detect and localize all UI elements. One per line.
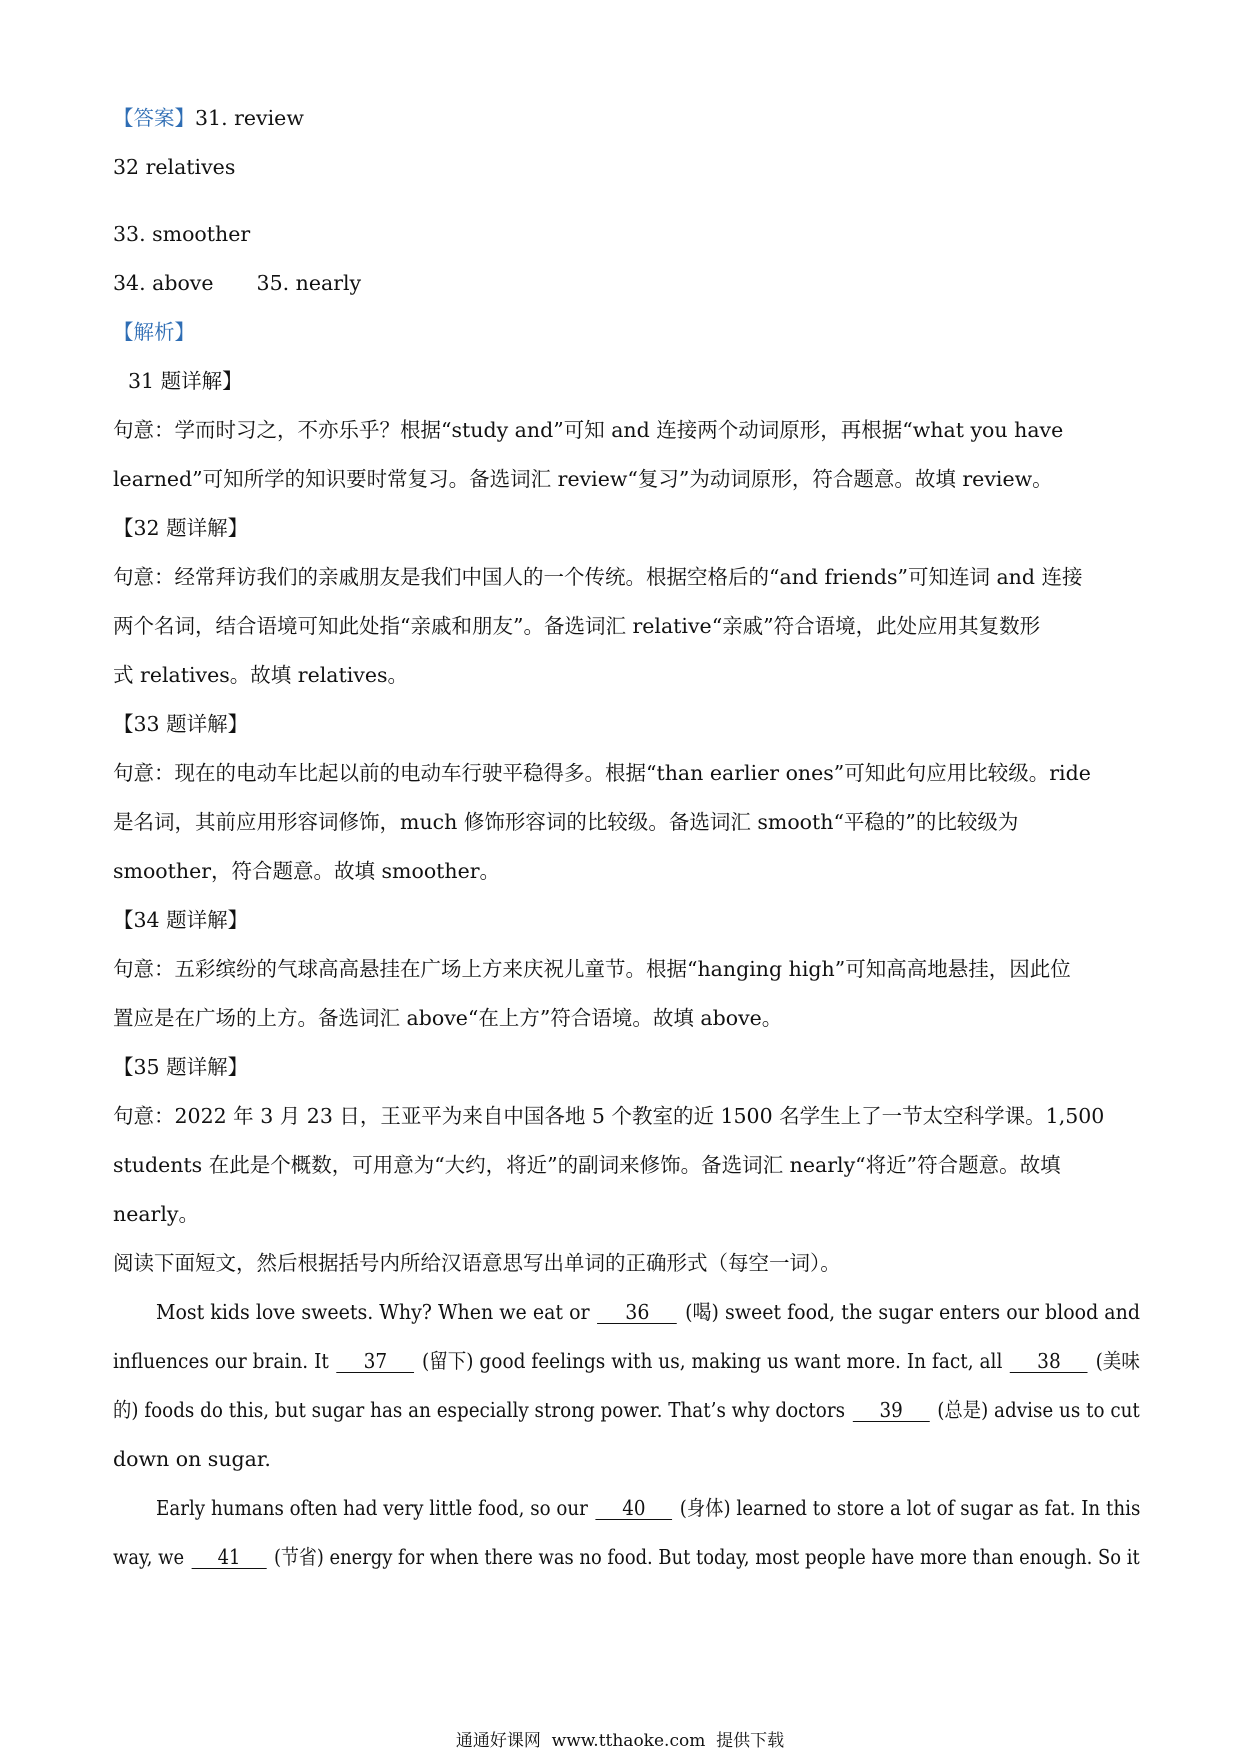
passage-p1-line-1 <box>156 1298 1140 1326</box>
q32-line-2: 两个名词，结合语境可知此处指“亲戚和朋友”。备选词汇 relative“亲戚”符合语境，此处应用其复数形 <box>113 614 1041 638</box>
passage-p2-line-2 <box>113 1543 1140 1571</box>
q34-line-1: 句意：五彩缤纷的气球高高悬挂在广场上方来庆祝儿童节。根据“hanging high”可知高高地悬挂，因此位 <box>113 957 1071 981</box>
passage-text: Most kids love sweets. Why? When we eat or <box>156 1300 590 1324</box>
q34-line-2: 置应是在广场的上方。备选词汇 above“在上方”符合语境。故填 above。 <box>113 1006 783 1030</box>
q35-heading: 【35 题详解】 <box>113 1055 249 1079</box>
answer-line-31 <box>113 104 304 132</box>
q33-line-1: 句意：现在的电动车比起以前的电动车行驶平稳得多。根据“than earlier ones”可知此句应用比较级。ride <box>113 761 1091 785</box>
footer-url[interactable]: www.tthaoke.com <box>551 1731 706 1751</box>
q33-line-3: smoother，符合题意。故填 smoother。 <box>113 859 501 883</box>
answer-line-34-35 <box>113 269 361 297</box>
blank-36: 36 <box>597 1301 677 1324</box>
q32-heading: 【32 题详解】 <box>113 516 249 540</box>
blank-40: 40 <box>596 1497 673 1520</box>
q33-heading: 【33 题详解】 <box>113 712 249 736</box>
q33-line-2: 是名词，其前应用形容词修饰，much 修饰形容词的比较级。备选词汇 smooth“平稳的”的比较级为 <box>113 810 1019 834</box>
blank-38: 38 <box>1010 1350 1088 1373</box>
passage-p1-line-4: down on sugar. <box>113 1447 271 1471</box>
answer-31: 31. review <box>195 106 304 130</box>
passage-text: (身体) learned to store a lot of sugar as fat. In this <box>679 1496 1141 1520</box>
q35-line-2: students 在此是个概数，可用意为“大约，将近”的副词来修饰。备选词汇 nearly“将近”符合题意。故填 <box>113 1153 1061 1177</box>
answer-32: 32 relatives <box>113 155 236 179</box>
blank-39: 39 <box>853 1399 930 1422</box>
passage-text: (留下) good feelings with us, making us want more. In fact, all <box>422 1349 1003 1373</box>
instruction: 阅读下面短文，然后根据括号内所给汉语意思写出单词的正确形式（每空一词）。 <box>113 1251 841 1275</box>
passage-text: (美味 <box>1095 1349 1140 1373</box>
blank-41: 41 <box>191 1546 266 1569</box>
q35-line-1: 句意：2022 年 3 月 23 日，王亚平为来自中国各地 5 个教室的近 1500 名学生上了一节太空科学课。1,500 <box>113 1104 1105 1128</box>
footer-site: 通通好课网 <box>455 1731 541 1751</box>
passage-text: influences our brain. It <box>113 1349 329 1373</box>
q32-line-3: 式 relatives。故填 relatives。 <box>113 663 409 687</box>
passage-text: (总是) advise us to cut <box>937 1398 1140 1422</box>
passage-p1-line-2 <box>113 1347 1140 1375</box>
passage-p1-line-3 <box>113 1396 1140 1424</box>
passage-text: (节省) energy for when there was no food. But today, most people have more than enough. So it <box>274 1545 1140 1569</box>
passage-text: Early humans often had very little food, so our <box>156 1496 588 1520</box>
q35-line-3: nearly。 <box>113 1202 199 1226</box>
answer-tag: 【答案】 <box>113 106 195 130</box>
answer-33: 33. smoother <box>113 222 251 246</box>
q31-line-1: 句意：学而时习之，不亦乐乎？根据“study and”可知 and 连接两个动词原形，再根据“what you have <box>113 418 1064 442</box>
answer-35: 35. nearly <box>256 271 362 295</box>
q31-line-2: learned”可知所学的知识要时常复习。备选词汇 review“复习”为动词原形，符合题意。故填 review。 <box>113 467 1053 491</box>
page-footer <box>0 1730 1240 1752</box>
q34-heading: 【34 题详解】 <box>113 908 249 932</box>
blank-37: 37 <box>337 1350 415 1373</box>
passage-p2-line-1 <box>156 1494 1140 1522</box>
passage-text: 的) foods do this, but sugar has an especially strong power. That’s why doctors <box>113 1398 846 1422</box>
passage-text: (喝) sweet food, the sugar enters our blood and <box>685 1300 1141 1324</box>
passage-text: way, we <box>113 1545 185 1569</box>
analysis-tag: 【解析】 <box>113 320 195 344</box>
footer-action: 提供下载 <box>716 1731 785 1751</box>
q32-line-1: 句意：经常拜访我们的亲戚朋友是我们中国人的一个传统。根据空格后的“and friends”可知连词 and 连接 <box>113 565 1083 589</box>
q31-heading: 31 题详解】 <box>128 369 243 393</box>
answer-34: 34. above <box>113 271 214 295</box>
